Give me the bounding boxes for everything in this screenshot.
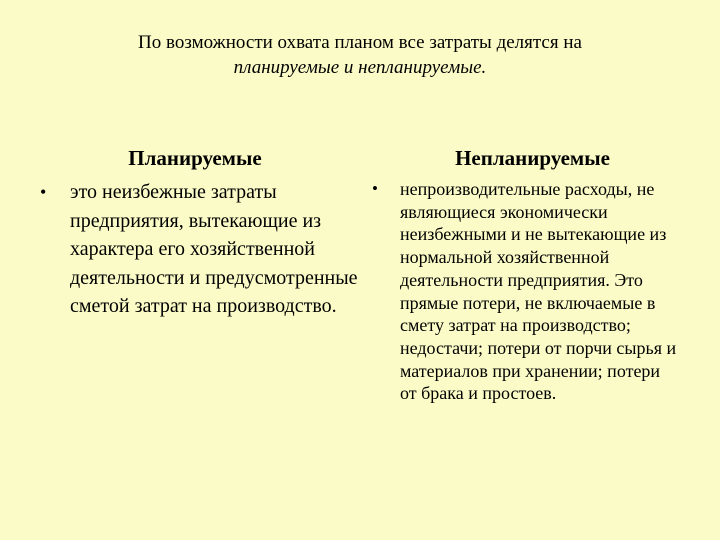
planned-description: это неизбежные затраты предприятия, вытекающие из характера его хозяйственной деятельности и предусмотренные сметой затрат на производство. bbox=[70, 181, 358, 317]
unplanned-heading: Непланируемые bbox=[455, 146, 610, 170]
unplanned-bullet-item bbox=[372, 178, 677, 405]
bullet-icon: • bbox=[40, 182, 47, 202]
intro-line-1: По возможности охвата планом все затраты делятся на bbox=[138, 32, 582, 53]
intro-text bbox=[60, 30, 660, 80]
intro-line-2: планируемые и непланируемые. bbox=[233, 57, 487, 78]
unplanned-description: непроизводительные расходы, не являющиеся экономически неизбежными и не вытекающие из нормальной хозяйственной деятельности предприятия. Это прямые потери, не включаемые в смету затрат на производство; недостачи; потери от порчи сырья и материалов при хранении; потери от брака и простоев. bbox=[400, 179, 677, 404]
bullet-icon: • bbox=[372, 179, 378, 198]
planned-heading: Планируемые bbox=[128, 146, 262, 170]
planned-bullet-item bbox=[40, 178, 360, 321]
